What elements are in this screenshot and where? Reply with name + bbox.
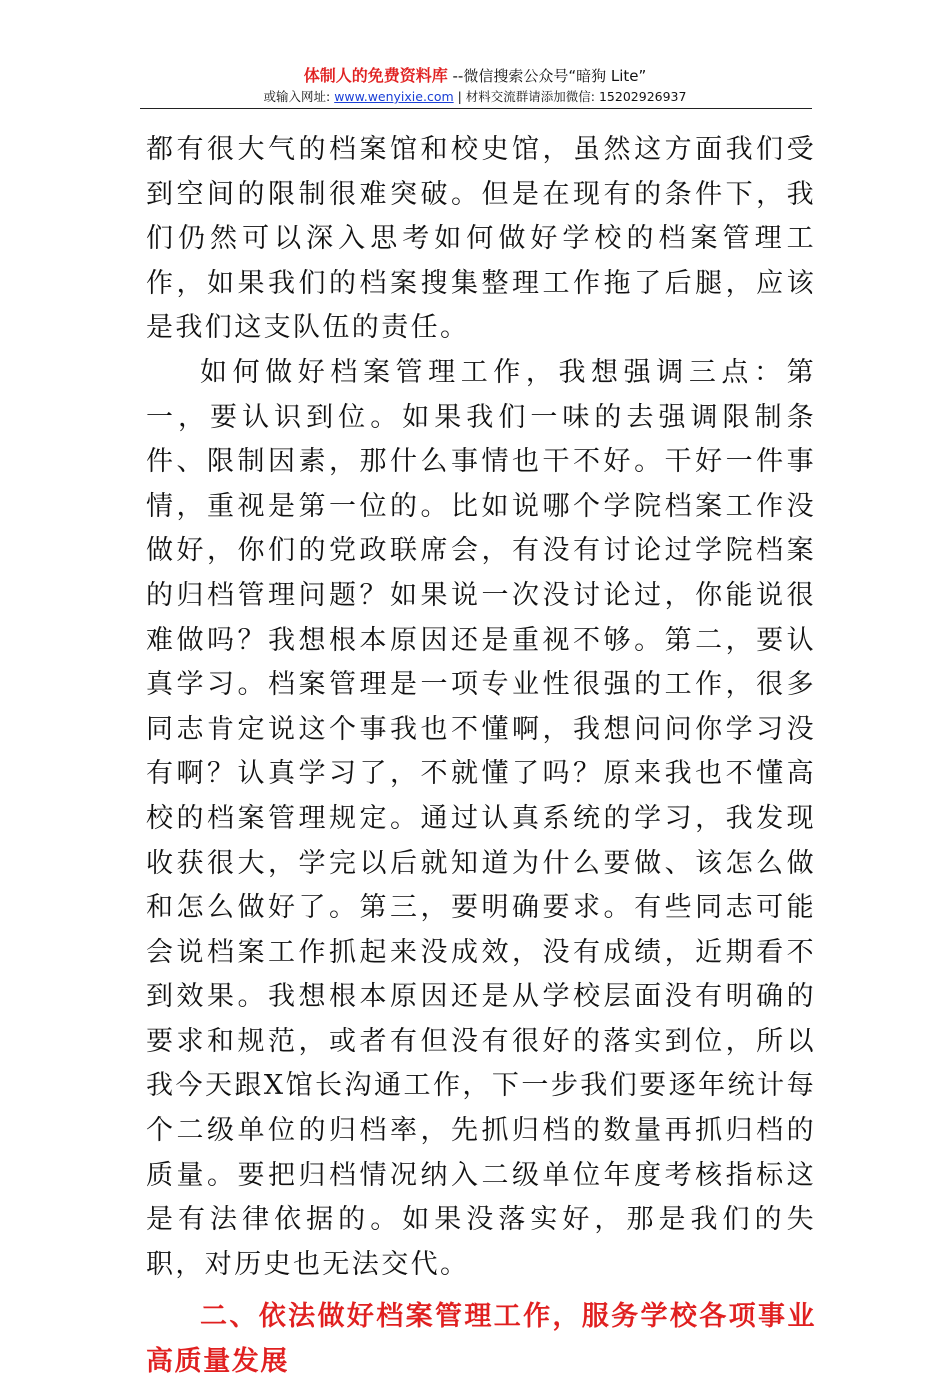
contact-info: | 材料交流群请添加微信: 15202926937: [453, 89, 687, 104]
page-header: [0, 66, 950, 106]
header-contact-line: [0, 88, 950, 106]
site-name: 体制人的免费资料库: [303, 66, 448, 85]
paragraph-three-points: 如何做好档案管理工作，我想强调三点：第一，要认识到位。如果我们一味的去强调限制条件、限制因素，那什么事情也干不好。干好一件事情，重视是第一位的。比如说哪个学院档案工作没做好，你们的党政联席会，有没有讨论过学院档案的归档管理问题？如果说一次没讨论过，你能说很难做吗？我想根本原因还是重视不够。第二，要认真学习。档案管理是一项专业性很强的工作，很多同志肯定说这个事我也不懂啊，我想问问你学习没有啊？认真学习了，不就懂了吗？原来我也不懂高校的档案管理规定。通过认真系统的学习，我发现收获很大，学完以后就知道为什么要做、该怎么做和怎么做好了。第三，要明确要求。有些同志可能会说档案工作抓起来没成效，没有成绩，近期看不到效果。我想根本原因还是从学校层面没有明确的要求和规范，或者有但没有很好的落实到位，所以我今天跟X馆长沟通工作，下一步我们要逐年统计每个二级单位的归档率，先抓归档的数量再抓归档的质量。要把归档情况纳入二级单位年度考核指标这是有法律依据的。如果没落实好，那是我们的失职，对历史也无法交代。: [146, 356, 816, 1280]
paragraph-continued: 都有很大气的档案馆和校史馆，虽然这方面我们受到空间的限制很难突破。但是在现有的条件下，我们仍然可以深入思考如何做好学校的档案管理工作，如果我们的档案搜集整理工作拖了后腿，应该是我们这支队伍的责任。: [146, 134, 816, 344]
document-body: [146, 128, 816, 1385]
header-divider: [140, 108, 812, 109]
wechat-hint: --微信搜索公众号“暗狗 Lite”: [447, 67, 647, 85]
website-link[interactable]: www.wenyixie.com: [334, 89, 454, 104]
url-prefix: 或输入网址:: [263, 89, 335, 104]
header-title-line: [0, 66, 950, 86]
section-heading: 二、依法做好档案管理工作，服务学校各项事业高质量发展: [146, 1301, 816, 1378]
